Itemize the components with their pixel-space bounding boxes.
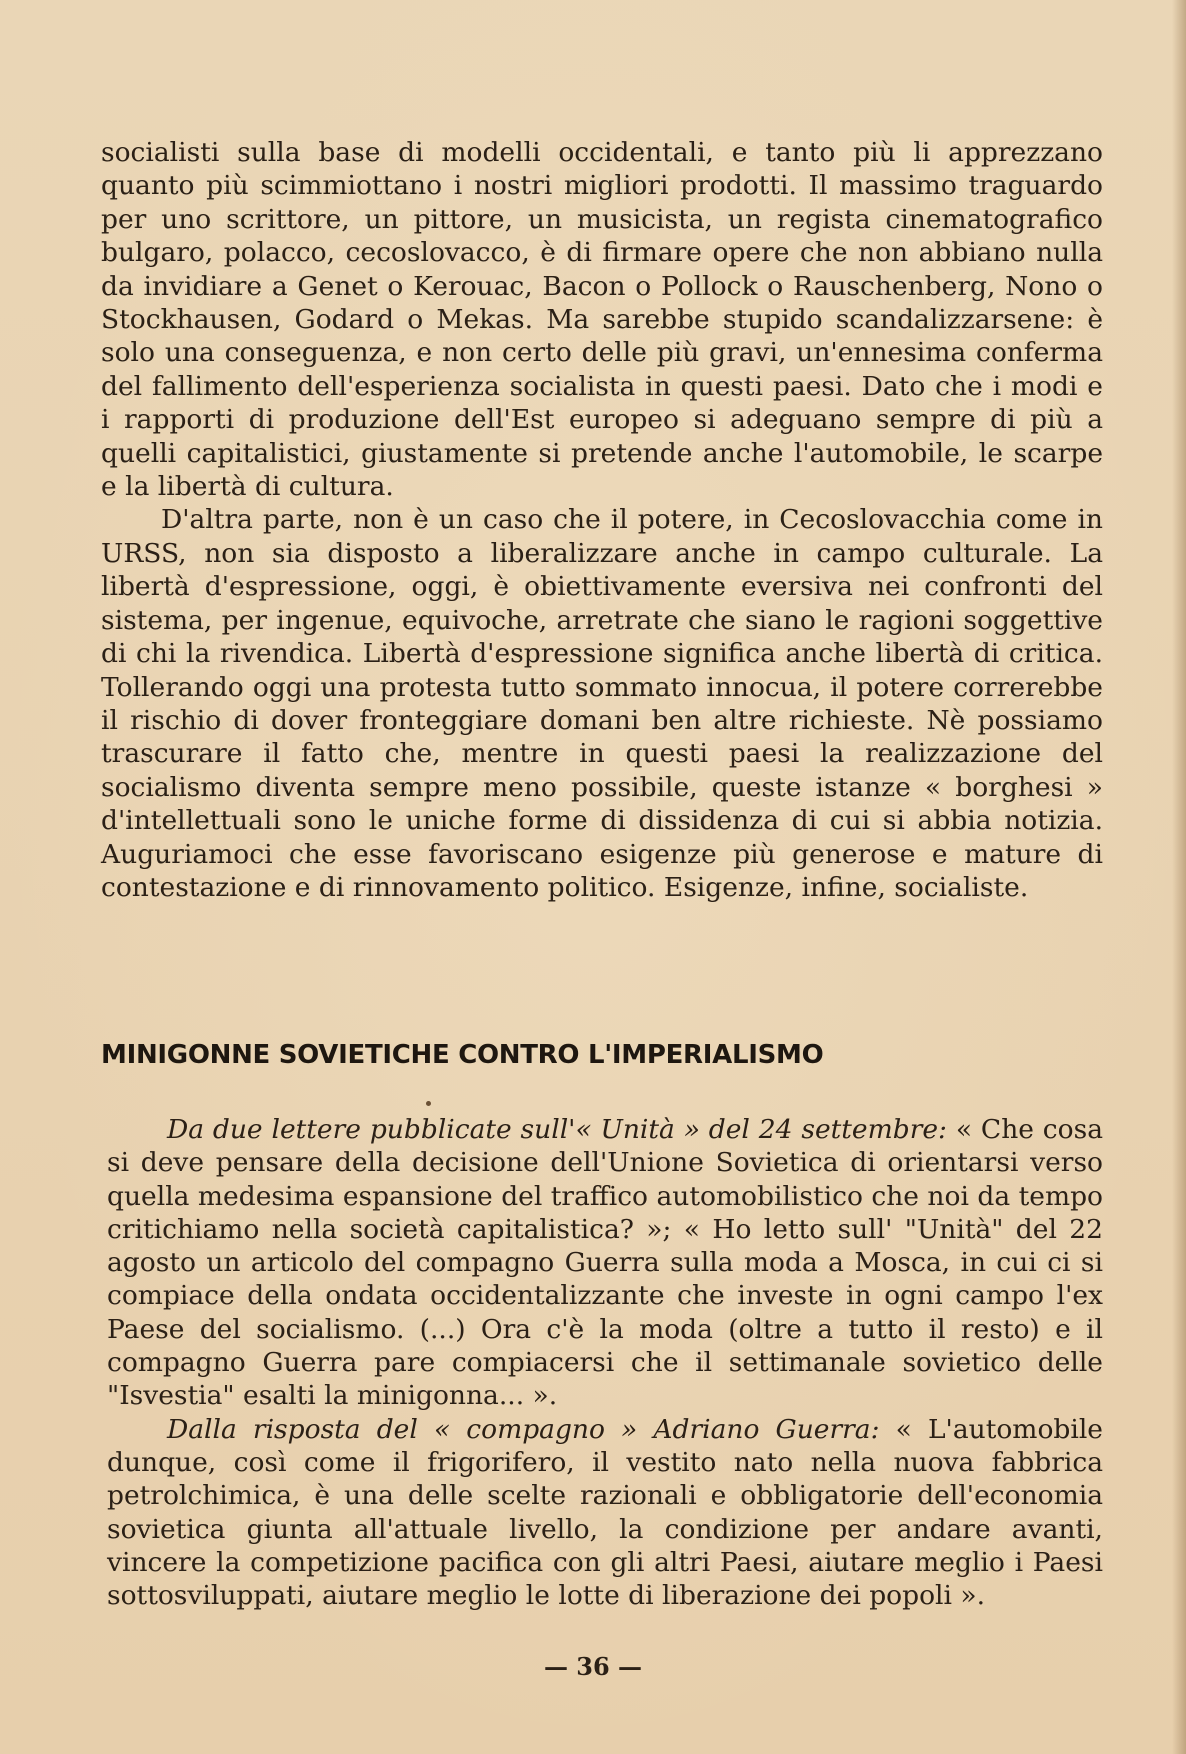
quote-1-intro: Da due lettere pubblicate sull'« Unità » del 24 settembre:: [167, 1114, 947, 1145]
quote-1-body: « Che cosa si deve pensare della decisione dell'Unione Sovietica di orientarsi verso quella medesima espansione del traffico automobilistico che noi da tempo critichiamo nella società capitalistica? »; « Ho letto sull' "Unità" del 22 agosto un articolo del compagno Guerra sulla moda a Mosca, in cui ci si compiace della ondata occidentalizzante che investe in ogni campo l'ex Paese del socialismo. (...) Ora c'è la moda (oltre a tutto il resto) e il compagno Guerra pare compiacersi che il settimanale sovietico delle "Isvestia" esalti la minigonna... ».: [107, 1114, 1103, 1412]
paragraph-2: D'altra parte, non è un caso che il potere, in Cecoslovacchia come in URSS, non sia disposto a liberalizzare anche in campo culturale. La libertà d'espressione, oggi, è obiettivamente eversiva nei confronti del sistema, per ingenue, equivoche, arretrate che siano le ragioni soggettive di chi la rivendica. Libertà d'espressione significa anche libertà di critica. Tollerando oggi una protesta tutto sommato innocua, il potere correrebbe il rischio di dover fronteggiare domani ben altre richieste. Nè possiamo trascurare il fatto che, mentre in questi paesi la realizzazione del socialismo diventa sempre meno possibile, queste istanze « borghesi » d'intellettuali sono le uniche forme di dissidenza di cui si abbia notizia. Auguriamoci che esse favoriscano esigenze più generose e mature di contestazione e di rinnovamento politico. Esigenze, infine, socialiste.: [101, 504, 1103, 903]
ornament-dot: [426, 1101, 431, 1106]
quote-2-intro: Dalla risposta del « compagno » Adriano Guerra:: [167, 1413, 880, 1445]
page-number: — 36 —: [543, 1652, 643, 1681]
section-heading: MINIGONNE SOVIETICHE CONTRO L'IMPERIALISMO: [101, 1040, 824, 1070]
quote-paragraph-2: [107, 1413, 1103, 1613]
paragraph-1: socialisti sulla base di modelli occidentali, e tanto più li apprezzano quanto più scimmiottano i nostri migliori prodotti. Il massimo traguardo per uno scrittore, un pittore, un musicista, un regista cinematografico bulgaro, polacco, cecoslovacco, è di firmare opere che non abbiano nulla da invidiare a Genet o Kerouac, Bacon o Pollock o Rauschenberg, Nono o Stockhausen, Godard o Mekas. Ma sarebbe stupido scandalizzarsene: è solo una conseguenza, e non certo delle più gravi, un'ennesima conferma del fallimento dell'esperienza socialista in questi paesi. Dato che i modi e i rapporti di produzione dell'Est europeo si adeguano sempre di più a quelli capitalistici, giustamente si pretende anche l'automobile, le scarpe e la libertà di cultura.: [101, 137, 1103, 503]
quote-2-body: « L'automobile dunque, così come il frigorifero, il vestito nato nella nuova fabbrica petrolchimica, è una delle scelte razionali e obbligatorie dell'economia sovietica giunta all'attuale livello, la condizione per andare avanti, vincere la competizione pacifica con gli altri Paesi, aiutare meglio i Paesi sottosviluppati, aiutare meglio le lotte di liberazione dei popoli ».: [107, 1413, 1103, 1612]
body-text-section-2: [107, 1113, 1103, 1612]
quote-paragraph-1: [107, 1113, 1103, 1413]
body-text-section-1: [101, 136, 1103, 904]
page-edge-shadow: [1172, 0, 1186, 1754]
